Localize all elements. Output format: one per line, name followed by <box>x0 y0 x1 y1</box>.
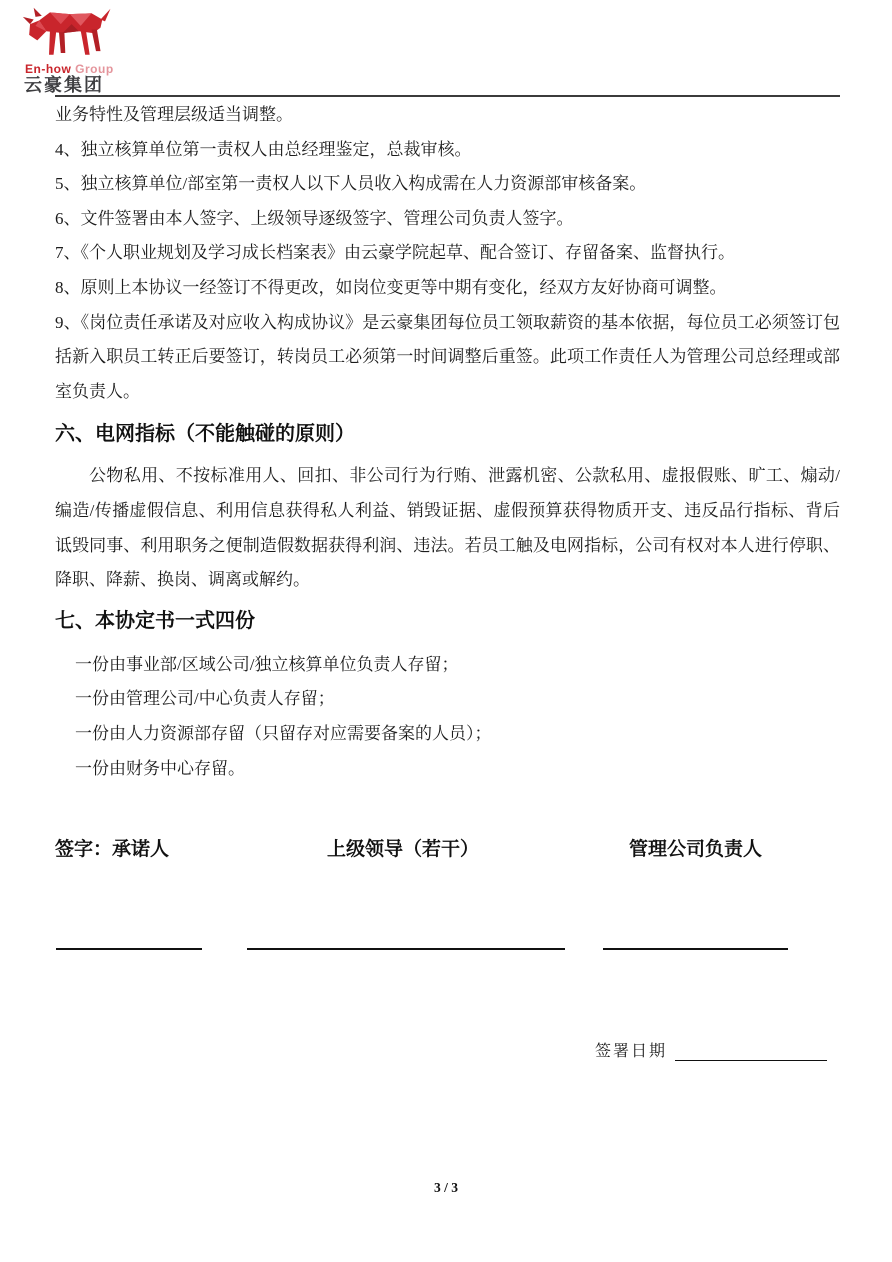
numbered-item-7: 7、《个人职业规划及学习成长档案表》由云豪学院起草、配合签订、存留备案、监督执行。 <box>55 243 735 263</box>
copy-item: 一份由财务中心存留。 <box>75 758 245 778</box>
company-logo <box>22 6 202 95</box>
bull-logo-icon <box>22 6 114 62</box>
logo-group-part: Group <box>75 62 114 76</box>
numbered-item-4: 4、独立核算单位第一责权人由总经理鉴定，总裁审核。 <box>55 139 472 159</box>
signature-label-superior: 上级领导（若干） <box>327 839 480 860</box>
section-6-paragraph: 公物私用、不按标准用人、回扣、非公司行为行贿、泄露机密、公款私用、虚报假账、旷工、煽动/编造/传播虚假信息、利用信息获得私人利益、销毁证据、虚假预算获得物质开支、违反品行指标、背后诋毁同事、利用职务之便制造假数据获得利润、违法。若员工触及电网指标，公司有权对本人进行停职、降职、降薪、换岗、调离或解约。 <box>55 466 840 590</box>
copies-list <box>55 648 840 786</box>
signature-line-management <box>603 948 788 950</box>
paragraph-continued: 业务特性及管理层级适当调整。 <box>55 105 293 124</box>
numbered-item-8: 8、原则上本协议一经签订不得更改，如岗位变更等中期有变化，经双方友好协商可调整。 <box>55 277 727 297</box>
document-body <box>55 98 840 786</box>
copy-item: 一份由人力资源部存留（只留存对应需要备案的人员）； <box>75 723 492 743</box>
signature-date-line <box>675 1043 827 1061</box>
logo-en-part: En-how <box>25 62 72 76</box>
page-number: 3 / 3 <box>433 1180 458 1195</box>
section-6-heading: 六、电网指标（不能触碰的原则） <box>55 423 355 446</box>
copy-item: 一份由事业部/区域公司/独立核算单位负责人存留； <box>75 654 459 674</box>
signature-label-management: 管理公司负责人 <box>629 839 763 860</box>
section-7-heading: 七、本协定书一式四份 <box>55 609 255 632</box>
logo-cn-text: 云豪集团 <box>24 75 104 95</box>
header-rule <box>55 95 840 97</box>
signature-line-superior <box>247 948 565 950</box>
numbered-item-5: 5、独立核算单位/部室第一责权人以下人员收入构成需在人力资源部审核备案。 <box>55 174 647 194</box>
signature-line-promisor <box>56 948 202 950</box>
signature-label-promisor: 签字：承诺人 <box>55 839 170 860</box>
numbered-item-6: 6、文件签署由本人签字、上级领导逐级签字、管理公司负责人签字。 <box>55 208 574 228</box>
numbered-item-9: 9、《岗位责任承诺及对应收入构成协议》是云豪集团每位员工领取薪资的基本依据，每位员工必须签订包括新入职员工转正后要签订，转岗员工必须第一时间调整后重签。此项工作责任人为管理公司总经理或部室负责人。 <box>55 312 840 401</box>
copy-item: 一份由管理公司/中心负责人存留； <box>75 689 335 709</box>
signature-date-row <box>595 1038 827 1061</box>
signature-date-label: 签署日期 <box>595 1043 668 1060</box>
logo-en-text <box>25 63 202 75</box>
